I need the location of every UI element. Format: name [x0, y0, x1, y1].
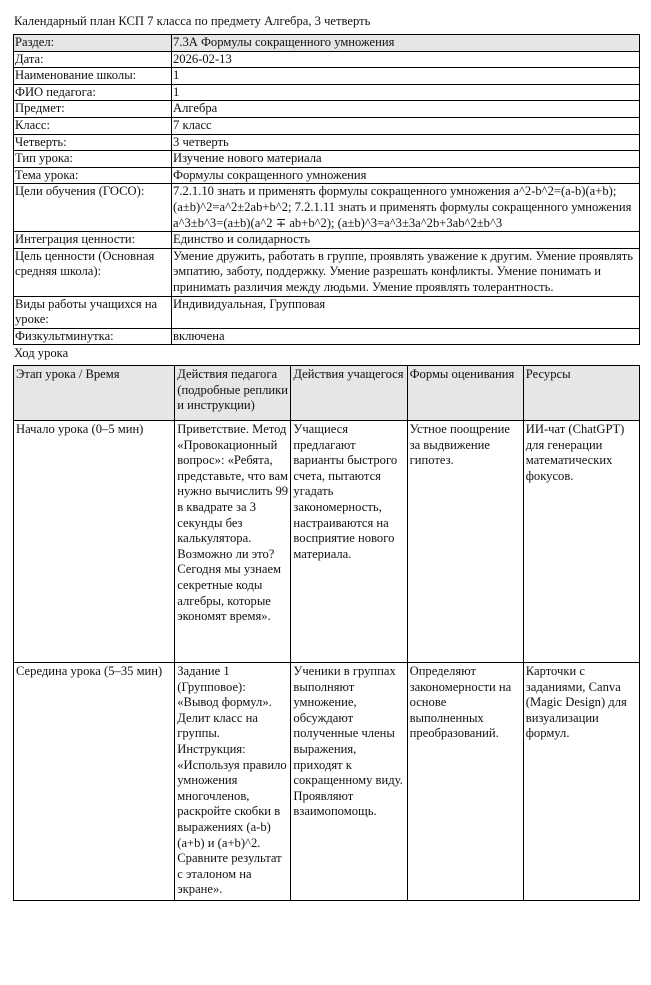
table-row — [14, 421, 640, 663]
info-label: Цель ценности (Основная средняя школа): — [14, 248, 172, 296]
info-row-quarter — [14, 134, 640, 151]
info-row-school — [14, 68, 640, 85]
info-row-grade — [14, 117, 640, 134]
column-header-resources: Ресурсы — [523, 366, 639, 421]
info-row-teacher — [14, 84, 640, 101]
info-label: Четверть: — [14, 134, 172, 151]
cell-assessment: Устное поощрение за выдвижение гипотез. — [407, 421, 523, 663]
info-row-date — [14, 51, 640, 68]
lesson-plan-page — [13, 12, 641, 901]
info-value: 3 четверть — [172, 134, 640, 151]
info-value: 1 — [172, 84, 640, 101]
info-value: Изучение нового материала — [172, 151, 640, 168]
info-label: Физкультминутка: — [14, 328, 172, 345]
lesson-info-table — [13, 34, 640, 345]
info-label: Интеграция ценности: — [14, 232, 172, 249]
info-value: 7 класс — [172, 117, 640, 134]
cell-student-actions: Учащиеся предлагают варианты быстрого счета, пытаются угадать закономерность, настраиваются на восприятие нового материала. — [291, 421, 407, 663]
cell-resources: Карточки с заданиями, Canva (Magic Design) для визуализации формул. — [523, 663, 639, 901]
cell-student-actions: Ученики в группах выполняют умножение, обсуждают полученные члены выражения, приходят к сокращенному виду. Проявляют взаимопомощь. — [291, 663, 407, 901]
cell-teacher-actions: Задание 1 (Групповое): «Вывод формул». Делит класс на группы. Инструкция: «Используя правило умножения многочленов, раскройте скобки в выражениях (a-b)(a+b) и (a+b)^2. Сравните результат с эталоном на экране». — [175, 663, 291, 901]
cell-assessment: Определяют закономерности на основе выполненных преобразований. — [407, 663, 523, 901]
info-label: Тема урока: — [14, 167, 172, 184]
cell-resources: ИИ-чат (ChatGPT) для генерации математических фокусов. — [523, 421, 639, 663]
info-value: 7.2.1.10 знать и применять формулы сокращенного умножения a^2-b^2=(a-b)(a+b); (a±b)^2=a^2±2ab+b^2; 7.2.1.11 знать и применять формулы сокращенного умножения a^3±b^3=(a±b)(a^2 ∓ ab+b^2); (a±b)^3=a^3±3a^2b+3ab^2±b^3 — [172, 184, 640, 232]
lesson-flow-table — [13, 365, 640, 901]
section-heading: Ход урока — [14, 346, 69, 361]
info-label: Предмет: — [14, 101, 172, 118]
info-label: Раздел: — [14, 35, 172, 52]
column-header-teacher-actions: Действия педагога (подробные реплики и инструкции) — [175, 366, 291, 421]
info-row-section — [14, 35, 640, 52]
lesson-header-row — [14, 366, 640, 421]
info-row-value-integration — [14, 232, 640, 249]
info-value: 1 — [172, 68, 640, 85]
cell-stage: Начало урока (0–5 мин) — [14, 421, 175, 663]
document-title: Календарный план КСП 7 класса по предмету Алгебра, 3 четверть — [14, 14, 371, 28]
info-value: Алгебра — [172, 101, 640, 118]
info-row-subject — [14, 101, 640, 118]
cell-teacher-actions: Приветствие. Метод «Провокационный вопрос»: «Ребята, представьте, что вам нужно вычислить 99 в квадрате за 3 секунды без калькулятора. Возможно ли это? Сегодня мы узнаем секретные коды алгебры, которые экономят время». — [175, 421, 291, 663]
info-label: Виды работы учащихся на уроке: — [14, 296, 172, 328]
info-row-topic — [14, 167, 640, 184]
info-row-lesson-type — [14, 151, 640, 168]
info-row-value-goal — [14, 248, 640, 296]
table-row — [14, 663, 640, 901]
info-value: 7.3А Формулы сокращенного умножения — [172, 35, 640, 52]
column-header-student-actions: Действия учащегося — [291, 366, 407, 421]
info-value: Единство и солидарность — [172, 232, 640, 249]
column-header-stage: Этап урока / Время — [14, 366, 175, 421]
info-label: Тип урока: — [14, 151, 172, 168]
info-label: Цели обучения (ГОСО): — [14, 184, 172, 232]
info-row-work-types — [14, 296, 640, 328]
cell-stage: Середина урока (5–35 мин) — [14, 663, 175, 901]
column-header-assessment: Формы оценивания — [407, 366, 523, 421]
info-label: ФИО педагога: — [14, 84, 172, 101]
info-value: Индивидуальная, Групповая — [172, 296, 640, 328]
info-row-physical-break — [14, 328, 640, 345]
info-value: включена — [172, 328, 640, 345]
info-label: Класс: — [14, 117, 172, 134]
info-value: Формулы сокращенного умножения — [172, 167, 640, 184]
info-label: Дата: — [14, 51, 172, 68]
info-value: Умение дружить, работать в группе, проявлять уважение к другим. Умение проявлять эмпатию, заботу, поддержку. Умение разрешать конфликты. Умение понимать и принимать различия между людьми. Умение проявлять толерантность. — [172, 248, 640, 296]
info-row-objectives — [14, 184, 640, 232]
info-value: 2026-02-13 — [172, 51, 640, 68]
info-label: Наименование школы: — [14, 68, 172, 85]
